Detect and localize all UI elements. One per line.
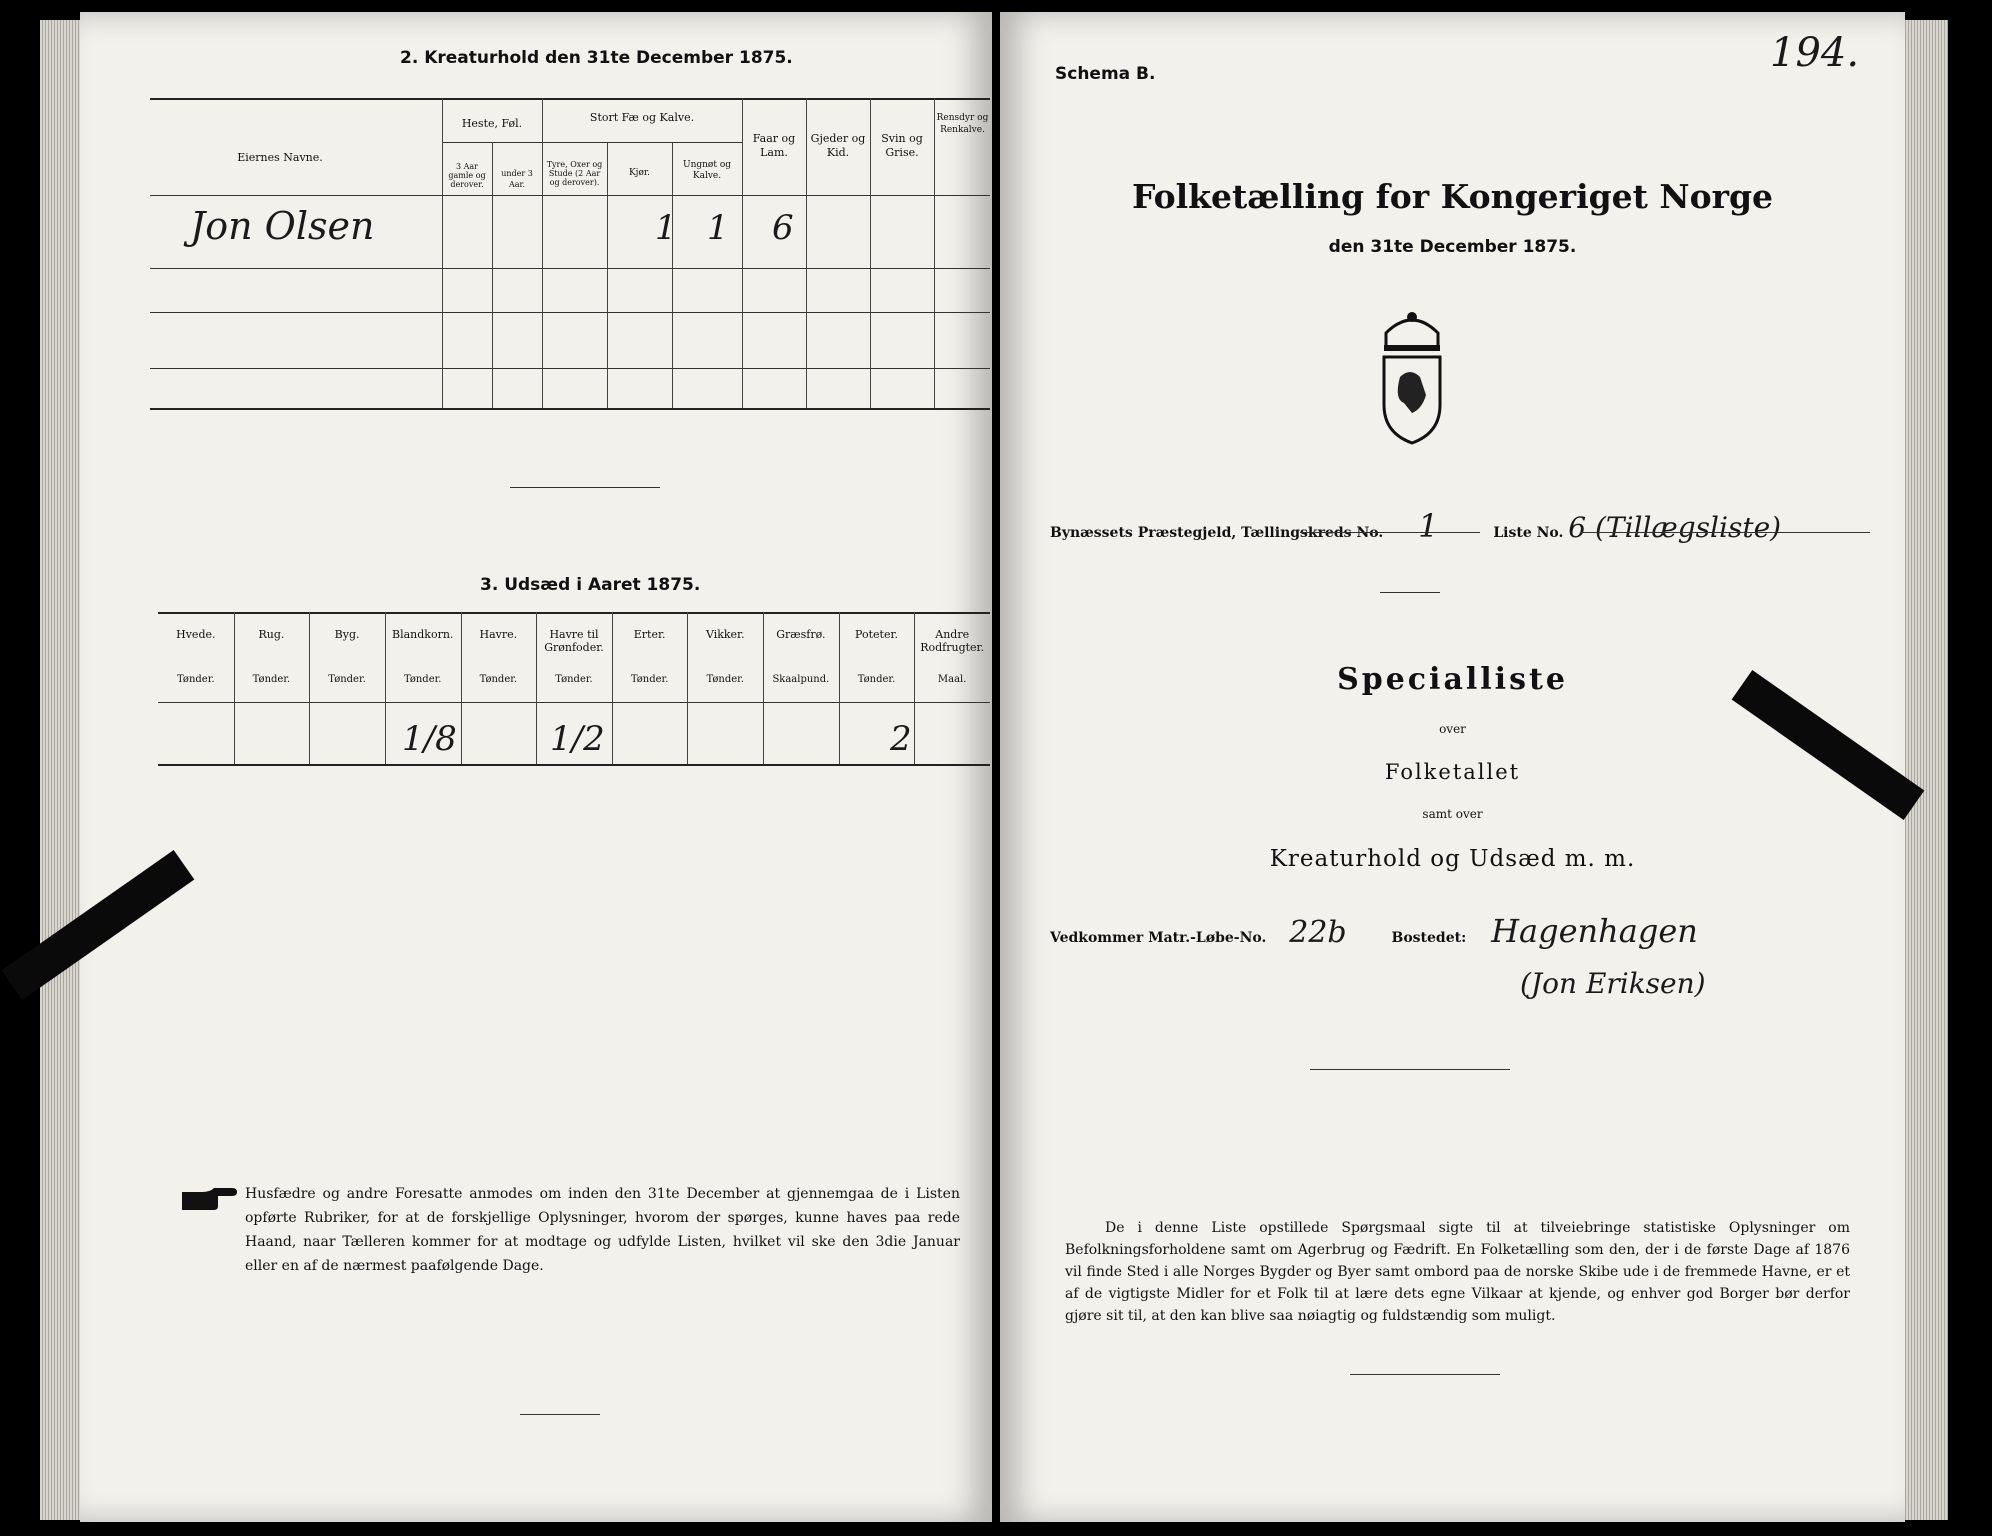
- header-owner: Eiernes Navne.: [237, 151, 323, 164]
- krets-label: Tællingskreds No.: [1241, 525, 1384, 541]
- left-page-edge: [40, 20, 82, 1520]
- matr-value: 22b: [1289, 915, 1347, 950]
- udsaed-col-header: Hvede.: [176, 628, 216, 641]
- samt-over-label: samt over: [1422, 807, 1483, 821]
- over-label: over: [1439, 722, 1466, 736]
- main-title: Folketælling for Kongeriget Norge: [1131, 177, 1774, 216]
- kjor-cell: 1: [655, 208, 677, 248]
- udsaed-col-header: Græsfrø.: [776, 628, 826, 641]
- right-page: [1000, 12, 1905, 1522]
- udsaed-col-header: Blandkorn.: [392, 628, 454, 641]
- udsaed-col-unit: Tønder.: [403, 674, 442, 685]
- bosted-value: Hagenhagen: [1491, 912, 1698, 950]
- matr-separator: [1310, 1069, 1510, 1070]
- separator: [510, 487, 660, 488]
- district-line: [1050, 507, 1890, 545]
- udsaed-col-header: Poteter.: [855, 628, 899, 641]
- kreaturhold-label: Kreaturhold og Udsæd m. m.: [1269, 846, 1636, 872]
- coat-of-arms-icon: [1372, 307, 1452, 447]
- udsaed-col-header: Vikker.: [705, 628, 745, 641]
- header-ungnot: Ungnøt og Kalve.: [682, 160, 731, 181]
- owner-name-cell: Jon Olsen: [190, 204, 375, 248]
- bosted-label: Bostedet:: [1391, 930, 1467, 946]
- header-rensdyr: Rensdyr og Renkalve.: [936, 113, 989, 135]
- udsaed-col-unit: Tønder.: [630, 674, 669, 685]
- havre-value: 1/2: [550, 719, 605, 759]
- liste-underline: [1580, 532, 1870, 533]
- footer-line: [1350, 1374, 1500, 1375]
- header-gjeder: Gjeder og Kid.: [810, 132, 866, 159]
- matr-line: [1050, 912, 1890, 950]
- udsaed-col-unit: Tønder.: [706, 674, 745, 685]
- bosted-value-2: (Jon Eriksen): [1520, 967, 1706, 1000]
- udsaed-col-header: Erter.: [633, 628, 666, 641]
- ungnot-cell: 1: [707, 208, 729, 248]
- liste-label: Liste No.: [1493, 525, 1564, 541]
- right-page-edge: [1903, 20, 1948, 1520]
- header-svin: Svin og Grise.: [881, 132, 923, 159]
- udsaed-col-header: Rug.: [258, 628, 285, 641]
- header-heste: Heste, Føl.: [461, 117, 523, 130]
- liste-value: 6 (Tillægsliste): [1568, 511, 1782, 544]
- udsaed-col-unit: Tønder.: [857, 674, 896, 685]
- footer-text: De i denne Liste opstillede Spørgsmaal sigte til at tilveiebringe statistiske Oplysninger om Befolkningsforholdene samt om Agerbrug og Fædrift. En Folketælling som den, der i de første Dage af 1876 vil finde Sted i alle Norges Bygder og Byer samt ombord paa de norske Skibe ude i de fremmede Havne, er et af de vigtigste Midler for et Folk til at lære dets egne Vilkaar at kjende, og enhver god Borger bør derfor gjøre sit til, at den kan blive saa nøiagtig og fuldstændig som muligt.: [1065, 1220, 1850, 1324]
- udsaed-col-header: Andre Rodfrugter.: [920, 628, 985, 654]
- separator-right: [1380, 592, 1440, 593]
- udsaed-col-header: Havre til Grønfoder.: [544, 628, 604, 654]
- poteter-value: 2: [890, 719, 912, 759]
- schema-label: Schema B.: [1055, 64, 1156, 84]
- matr-label: Vedkommer Matr.-Løbe-No.: [1050, 930, 1267, 946]
- header-faar: Faar og Lam.: [752, 132, 796, 159]
- udsaed-col-unit: Tønder.: [479, 674, 518, 685]
- pointing-hand-icon: [180, 1182, 240, 1212]
- header-stort: Stort Fæ og Kalve.: [589, 111, 695, 124]
- header-heste-under3: under 3 Aar.: [501, 169, 533, 189]
- district-underline: [1300, 532, 1480, 533]
- krets-value: 1: [1418, 507, 1439, 545]
- udsaed-title: 3. Udsæd i Aaret 1875.: [480, 575, 701, 595]
- left-page: [80, 12, 992, 1522]
- faar-cell: 6: [772, 208, 794, 248]
- date-line: den 31te December 1875.: [1328, 237, 1577, 257]
- byg-value: 1/8: [402, 719, 457, 759]
- udsaed-col-unit: Tønder.: [177, 674, 215, 685]
- udsaed-col-unit: Skaalpund.: [772, 674, 830, 685]
- udsaed-col-unit: Tønder.: [328, 674, 366, 685]
- udsaed-col-unit: Tønder.: [252, 674, 291, 685]
- header-heste-3aar: 3 Aar gamle og derover.: [448, 162, 486, 189]
- footer-dash: [520, 1414, 600, 1415]
- header-kjor: Kjør.: [628, 168, 651, 178]
- udsaed-col-unit: Maal.: [937, 674, 967, 685]
- kreaturhold-title: 2. Kreaturhold den 31te December 1875.: [400, 48, 793, 68]
- udsaed-col-header: Havre.: [479, 628, 518, 641]
- folketallet-label: Folketallet: [1384, 760, 1521, 784]
- udsaed-col-header: Byg.: [334, 628, 360, 641]
- prestegjeld-label: Bynæssets Præstegjeld,: [1050, 525, 1237, 541]
- udsaed-col-unit: Tønder.: [555, 674, 593, 685]
- folio-number: 194.: [1770, 30, 1860, 76]
- header-tyre: Tyre, Oxer og Stude (2 Aar og derover).: [546, 160, 603, 187]
- specialliste-title: Specialliste: [1337, 662, 1568, 697]
- notice-text: Husfædre og andre Foresatte anmodes om inden den 31te December at gjennemgaa de i Listen opførte Rubriker, for at de forskjellige Oplysninger, hvorom der spørges, kunne haves paa rede Haand, naar Tælleren kommer for at modtage og udfylde Listen, hvilket vil ske den 3die Januar eller en af de nærmest paafølgende Dage.: [245, 1186, 960, 1274]
